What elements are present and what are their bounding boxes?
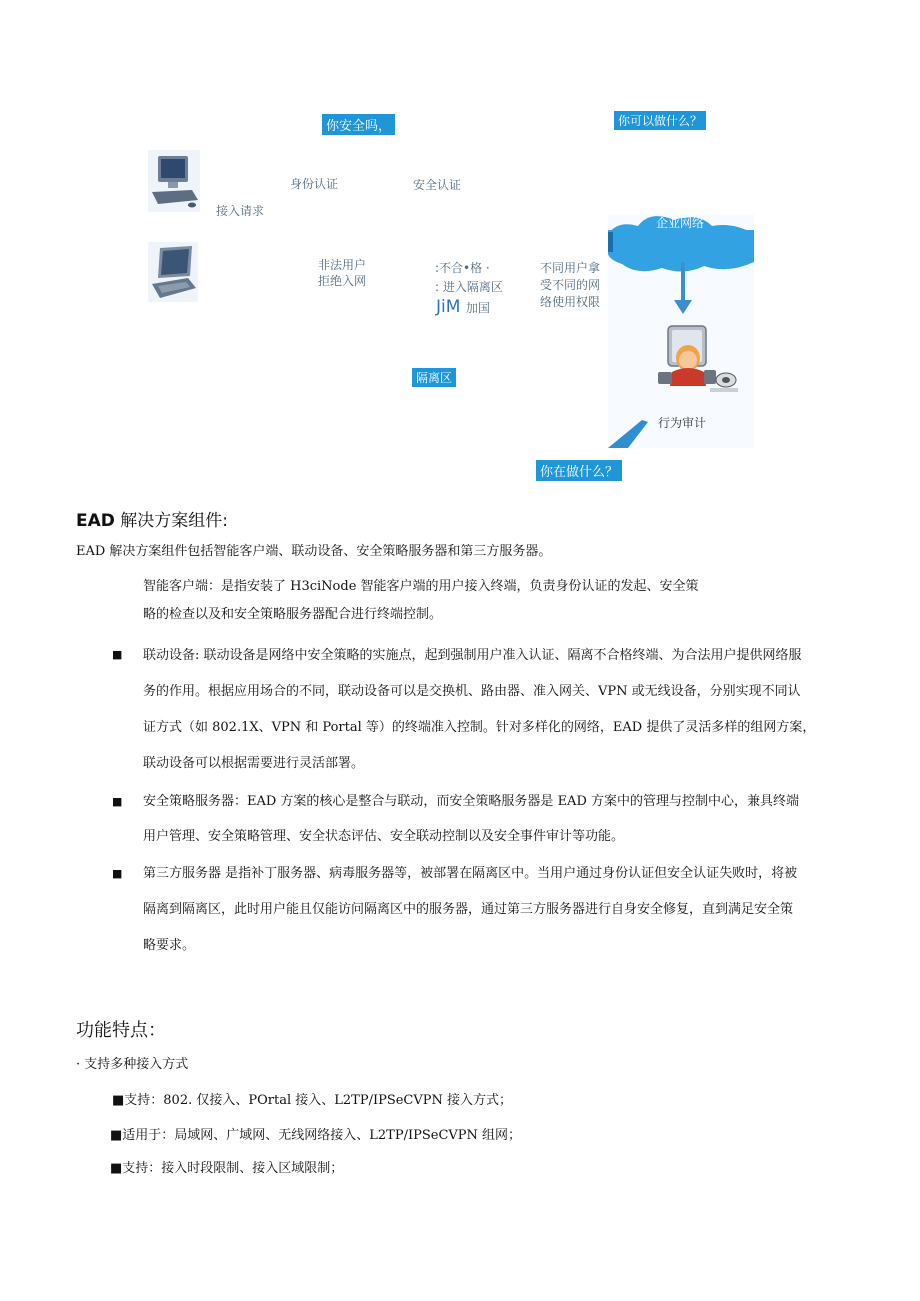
linkage-line-4: 联动设备可以根据需要进行灵活部署。 bbox=[143, 756, 365, 771]
reject-network-label: 拒绝入网 bbox=[318, 274, 367, 288]
diff-user-line-1: 不同用户拿 bbox=[540, 261, 601, 275]
quarantine-label: 隔离区 bbox=[412, 368, 456, 387]
section-ead-title bbox=[76, 506, 228, 531]
security-auth-label: 安全认证 bbox=[413, 178, 462, 192]
laptop-icon bbox=[148, 242, 198, 302]
admin-user-icon bbox=[654, 322, 740, 394]
bullet-linkage: ■ bbox=[112, 648, 123, 661]
behavior-audit-label: 行为审计 bbox=[658, 416, 707, 430]
client-line-1: 智能客户端：是指安装了 H3ciNode 智能客户端的用户接入终端，负责身份认证的发起、安全策 bbox=[143, 579, 699, 594]
third-line-1: 第三方服务器 是指补丁服务器、病毒服务器等，被部署在隔离区中。当用户通过身份认证但安全认证失败时，将被 bbox=[143, 866, 798, 881]
identity-auth-label: 身份认证 bbox=[290, 177, 339, 191]
unqualified-label: :不合•格 · bbox=[435, 261, 490, 275]
section-ead-title-rest: 解决方案组件: bbox=[120, 511, 229, 531]
feature-item-3: ■支持：接入时段限制、接入区域限制； bbox=[110, 1161, 344, 1176]
illegal-user-label: 非法用户 bbox=[318, 258, 367, 272]
feature-item-1: ■支持：802. 仅接入、POrtal 接入、L2TP/IPSeCVPN 接入方式； bbox=[112, 1093, 513, 1108]
linkage-line-1: 联动设备: 联动设备是网络中安全策略的实施点，起到强制用户准入认证、隔离不合格终端、为合法用户提供网络服 bbox=[143, 648, 802, 663]
client-line-2: 略的检查以及和安全策略服务器配合进行终端控制。 bbox=[143, 607, 443, 622]
feature-sub-item: · 支持多种接入方式 bbox=[76, 1057, 189, 1072]
bullet-third-party: ■ bbox=[112, 867, 123, 880]
jim-big-text: JiM bbox=[436, 297, 461, 317]
feature-item-2: ■适用于：局域网、广域网、无线网络接入、L2TP/IPSeCVPN 组网； bbox=[110, 1128, 522, 1143]
diff-user-line-3: 络使用权限 bbox=[540, 295, 601, 309]
access-request-label: 接入请求 bbox=[216, 204, 265, 218]
linkage-line-3: 证方式（如 802.1X、VPN 和 Portal 等）的终端准入控制。针对多样化的网络，EAD 提供了灵活多样的组网方案， bbox=[143, 720, 816, 735]
bullet-policy: ■ bbox=[112, 795, 123, 808]
question-can-do-label: 你可以做什么？ bbox=[614, 111, 706, 130]
jim-label bbox=[436, 297, 490, 317]
policy-line-1: 安全策略服务器：EAD 方案的核心是整合与联动，而安全策略服务器是 EAD 方案中的管理与控制中心，兼具终端 bbox=[143, 794, 799, 809]
policy-line-2: 用户管理、安全策略管理、安全状态评估、安全联动控制以及安全事件审计等功能。 bbox=[143, 829, 625, 844]
linkage-line-2: 务的作用。根据应用场合的不同，联动设备可以是交换机、路由器、准入网关、VPN 或无线设备，分别实现不同认 bbox=[143, 684, 801, 699]
section-ead-title-bold: EAD bbox=[76, 511, 115, 531]
desktop-computer-icon bbox=[148, 150, 200, 212]
third-line-2: 隔离到隔离区，此时用户能且仅能访问隔离区中的服务器，通过第三方服务器进行自身安全修复，直到满足安全策 bbox=[143, 902, 794, 917]
question-doing-label: 你在做什么？ bbox=[536, 460, 622, 481]
question-safe-label: 你安全吗， bbox=[322, 114, 395, 135]
section-features-title: 功能特点： bbox=[76, 1020, 166, 1041]
ead-intro-paragraph: EAD 解决方案组件包括智能客户端、联动设备、安全策略服务器和第三方服务器。 bbox=[76, 544, 552, 559]
enterprise-network-label: 企业网络 bbox=[656, 216, 705, 230]
diff-user-line-2: 受不同的网 bbox=[540, 278, 601, 292]
enter-quarantine-label: : 进入隔离区 bbox=[435, 280, 503, 294]
third-line-3: 略要求。 bbox=[143, 938, 196, 953]
jim-small-text: 加国 bbox=[465, 301, 490, 315]
ead-diagram bbox=[0, 0, 920, 500]
